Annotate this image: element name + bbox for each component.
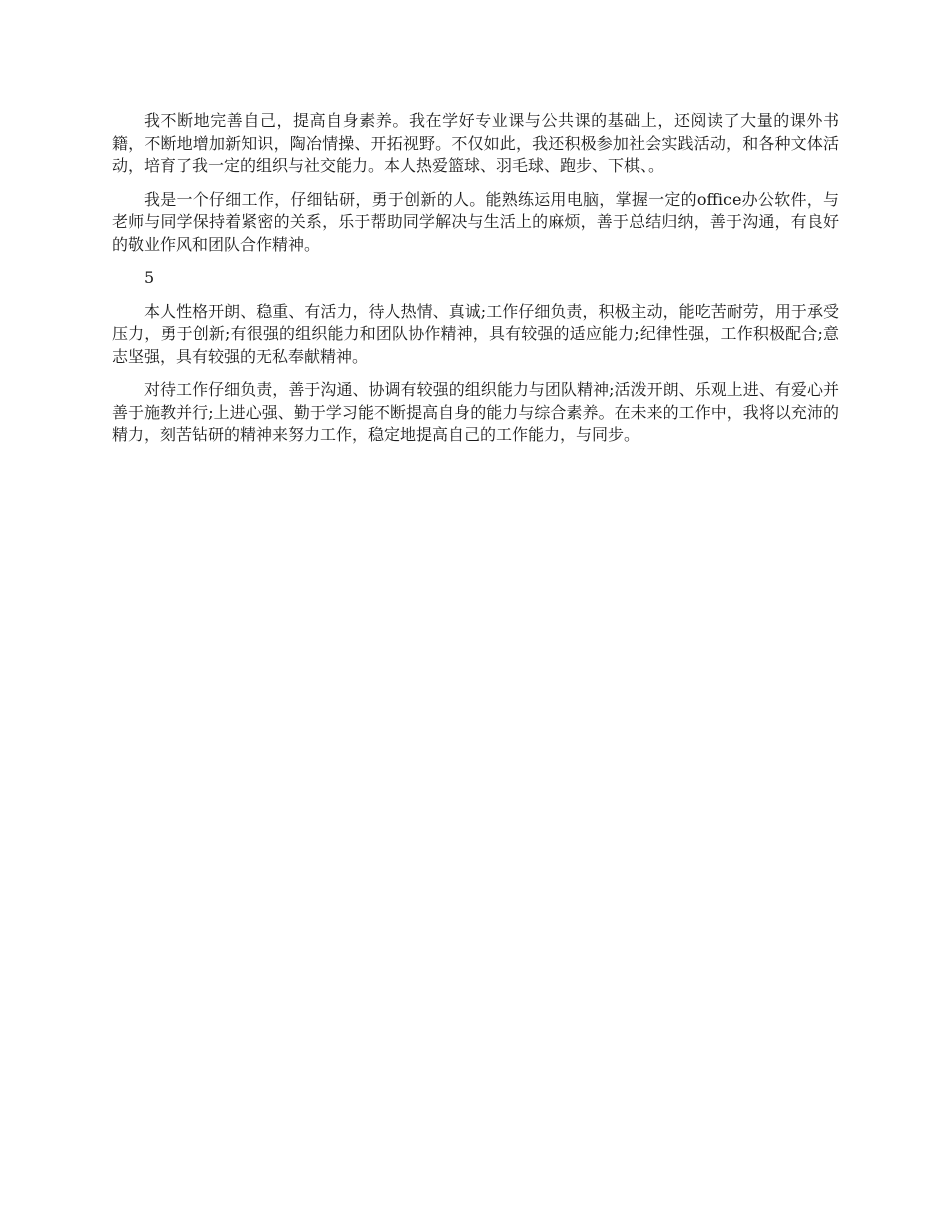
paragraph-personality: 本人性格开朗、稳重、有活力，待人热情、真诚;工作仔细负责，积极主动，能吃苦耐劳，用于承受压力，勇于创新;有很强的组织能力和团队协作精神，具有较强的适应能力;纪律性强，工作积极配合;意志坚强，具有较强的无私奉献精神。 <box>112 301 839 366</box>
paragraph-future-work: 对待工作仔细负责，善于沟通、协调有较强的组织能力与团队精神;活泼开朗、乐观上进、有爱心并善于施教并行;上进心强、勤于学习能不断提高自身的能力与综合素养。在未来的工作中，我将以充沛的精力，刻苦钻研的精神来努力工作，稳定地提高自己的工作能力，与同步。 <box>112 380 839 444</box>
document-page <box>112 110 839 458</box>
paragraph-self-improvement: 我不断地完善自己，提高自身素养。我在学好专业课与公共课的基础上，还阅读了大量的课外书籍，不断地增加新知识，陶冶情操、开拓视野。不仅如此，我还积极参加社会实践活动，和各种文体活动，培育了我一定的组织与社交能力。本人热爱篮球、羽毛球、跑步、下棋、。 <box>112 111 839 175</box>
paragraph-work-attitude: 我是一个仔细工作，仔细钻研，勇于创新的人。能熟练运用电脑，掌握一定的office办公软件，与老师与同学保持着紧密的关系，乐于帮助同学解决与生活上的麻烦，善于总结归纳，善于沟通，有良好的敬业作风和团队合作精神。 <box>112 189 839 254</box>
page-number: 5 <box>144 268 155 287</box>
